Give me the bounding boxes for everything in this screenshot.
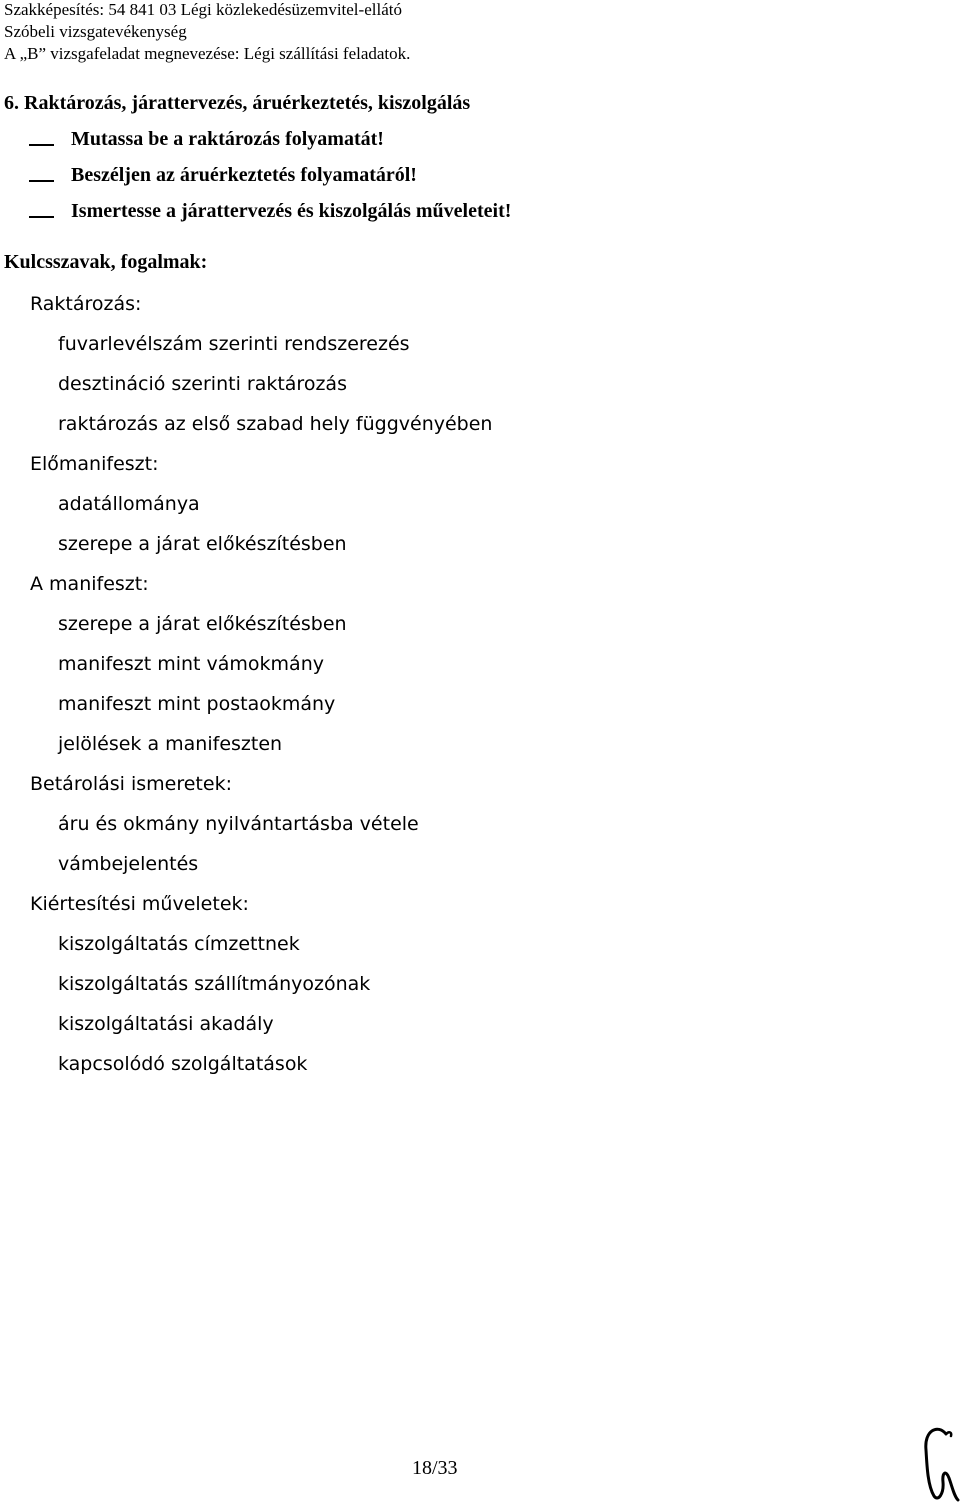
keyword-item: szerepe a járat előkészítésben [58,613,347,635]
keyword-category: A manifeszt: [30,573,149,595]
dash-bullet-icon [29,216,54,218]
keyword-category: Raktározás: [30,293,142,315]
signature-mark [916,1420,960,1503]
keyword-item: fuvarlevélszám szerinti rendszerezés [58,333,410,355]
keyword-item: raktározás az első szabad hely függvényében [58,413,493,435]
keyword-item: kiszolgáltatás címzettnek [58,933,300,955]
keywords-list [0,291,492,1091]
keyword-item: manifeszt mint postaokmány [58,693,336,715]
keyword-item: adatállománya [58,493,200,515]
keyword-item: kapcsolódó szolgáltatások [58,1053,308,1075]
keyword-item: vámbejelentés [58,853,199,875]
task-text: Ismertesse a járattervezés és kiszolgálás műveleteit! [71,200,512,222]
keyword-item: szerepe a járat előkészítésben [58,533,347,555]
header-task: A „B” vizsgafeladat megnevezése: Légi szállítási feladatok. [4,44,411,63]
keyword-item: manifeszt mint vámokmány [58,653,324,675]
keyword-category: Kiértesítési műveletek: [30,893,249,915]
page-number: 18/33 [412,1457,458,1479]
keywords-title: Kulcsszavak, fogalmak: [4,251,208,273]
task-text: Beszéljen az áruérkeztetés folyamatáról! [71,164,417,186]
keyword-item: jelölések a manifeszten [58,733,283,755]
task-text: Mutassa be a raktározás folyamatát! [71,128,384,150]
keyword-item: desztináció szerinti raktározás [58,373,347,395]
keyword-item: kiszolgáltatás szállítmányozónak [58,973,371,995]
keyword-item: kiszolgáltatási akadály [58,1013,274,1035]
keyword-item: áru és okmány nyilvántartásba vétele [58,813,419,835]
header-activity: Szóbeli vizsgatevékenység [4,22,187,41]
dash-bullet-icon [29,144,54,146]
keyword-category: Betárolási ismeretek: [30,773,232,795]
keyword-category: Előmanifeszt: [30,453,159,475]
header-qualification: Szakképesítés: 54 841 03 Légi közlekedésüzemvitel-ellátó [4,0,402,19]
section-title: 6. Raktározás, járattervezés, áruérkeztetés, kiszolgálás [4,92,471,114]
dash-bullet-icon [29,180,54,182]
